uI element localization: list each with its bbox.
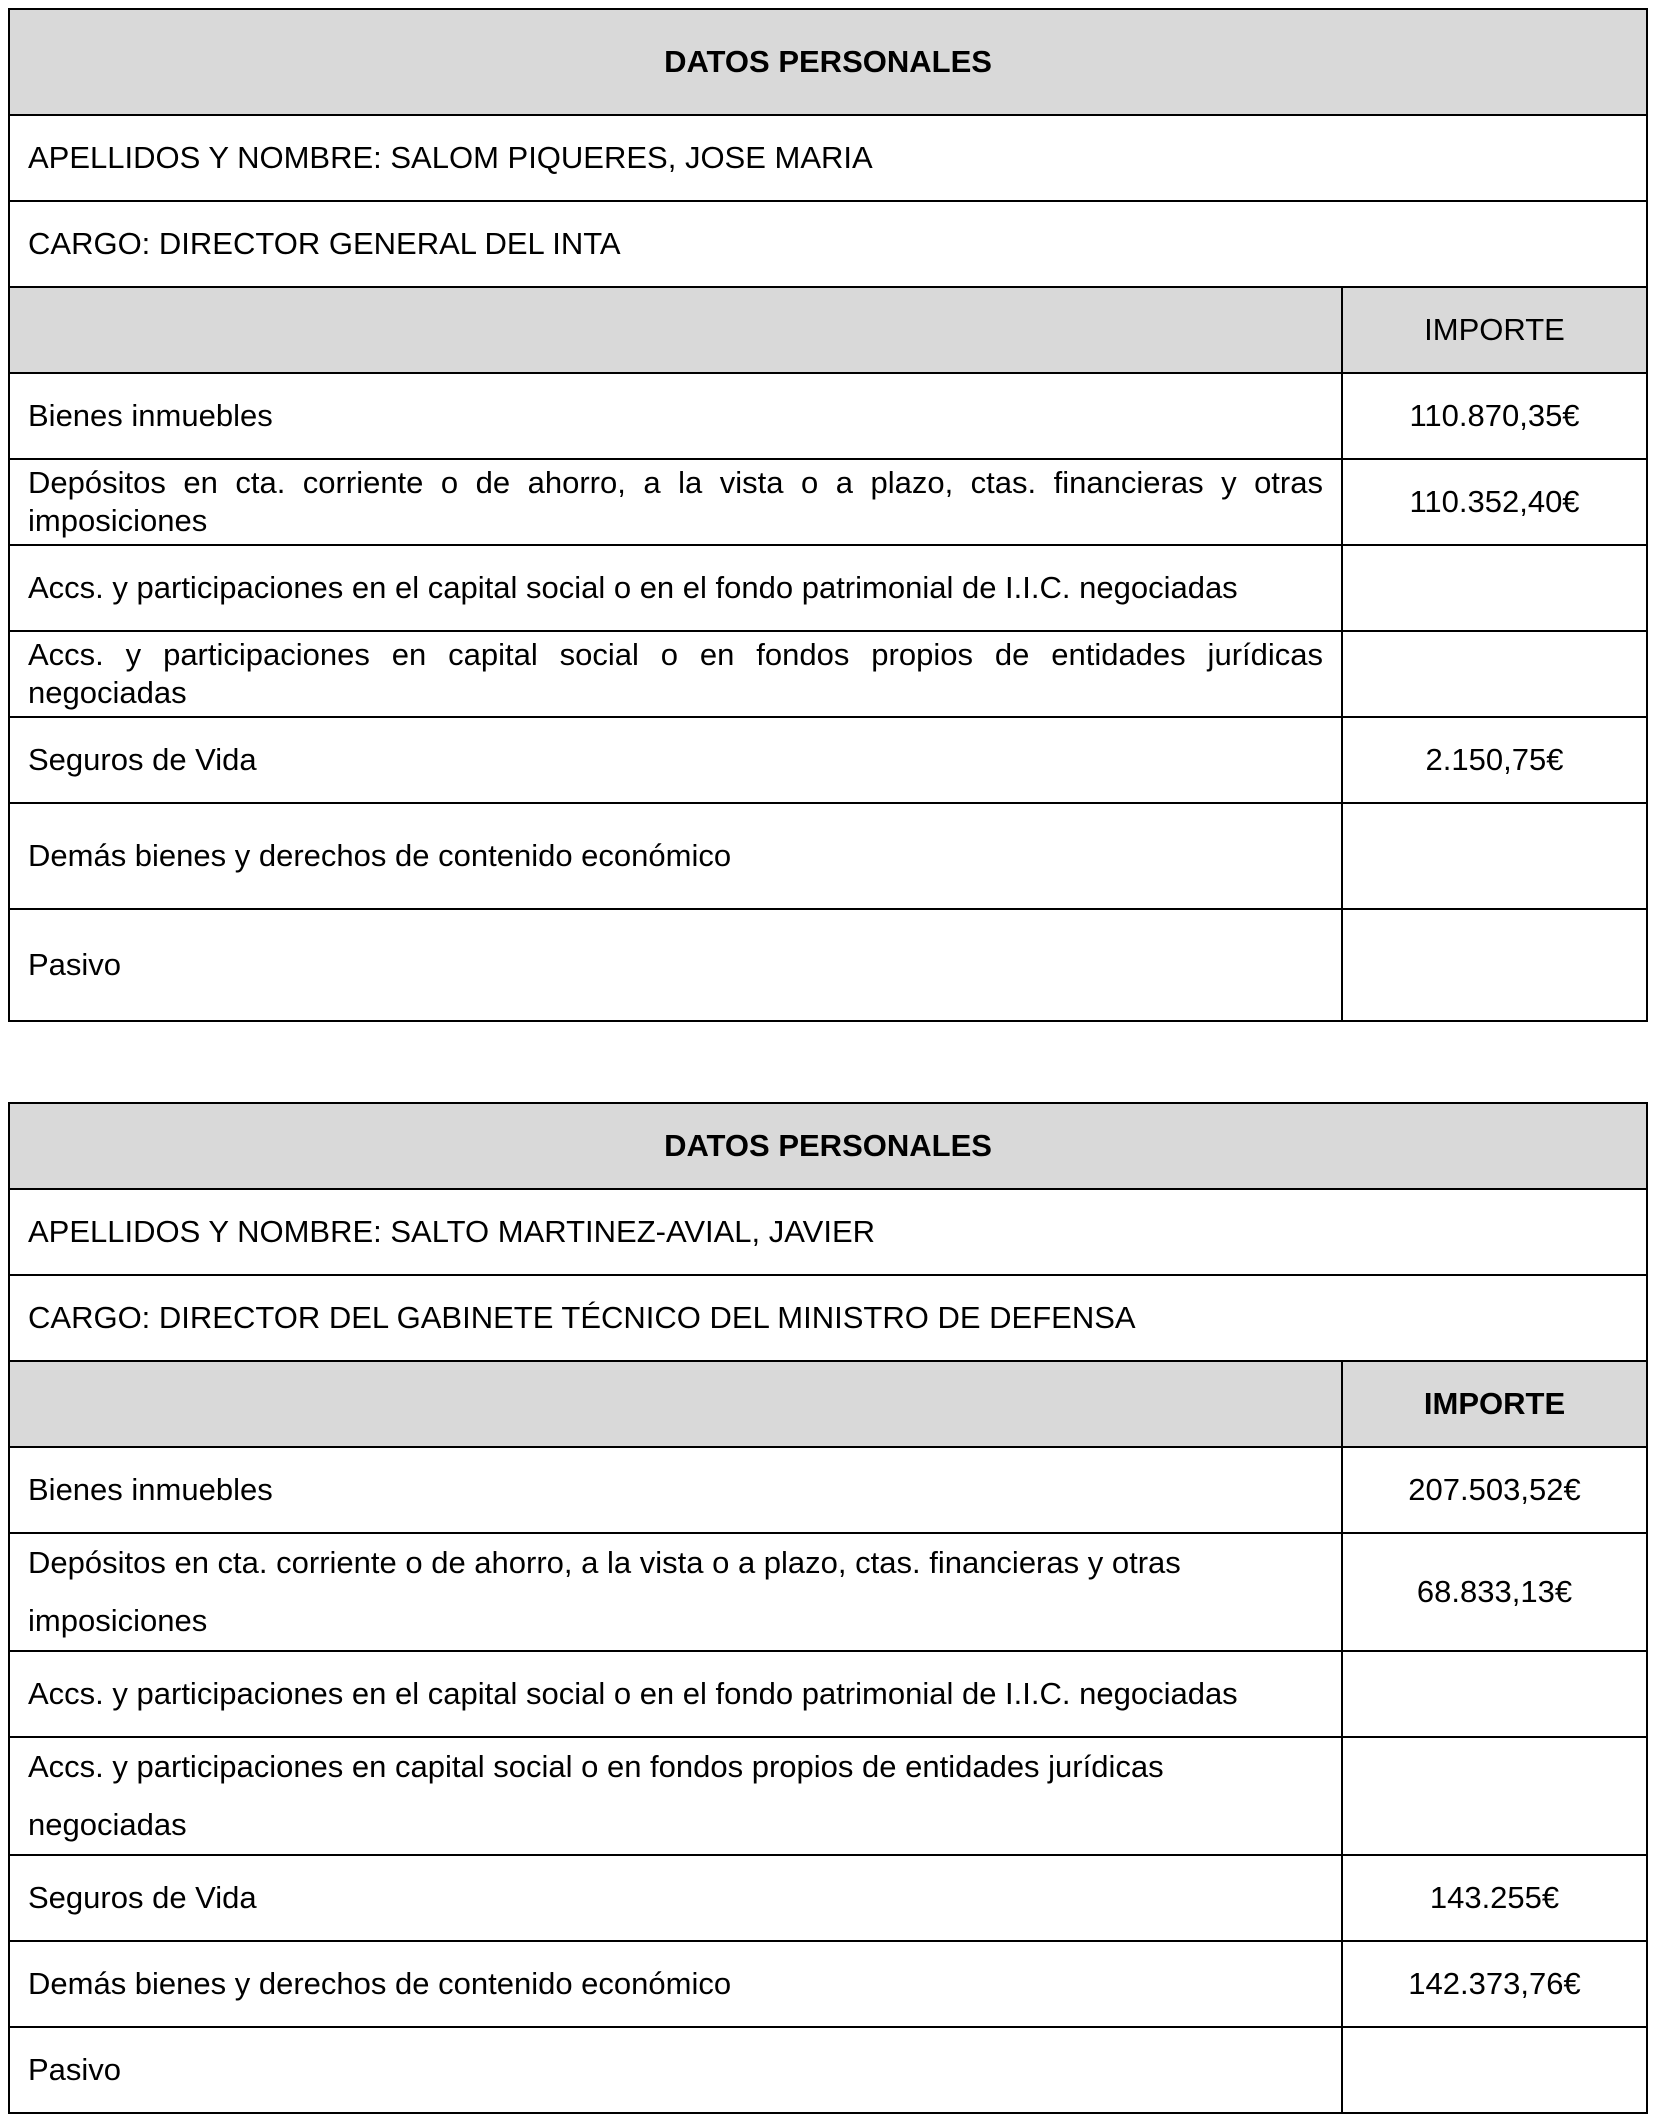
row-label: Demás bienes y derechos de contenido económico [9,803,1342,909]
table-row [9,803,1647,909]
row-label: Bienes inmuebles [9,1447,1342,1533]
section-title: DATOS PERSONALES [9,1103,1647,1189]
name-line: APELLIDOS Y NOMBRE: SALTO MARTINEZ-AVIAL, JAVIER [9,1189,1647,1275]
row-label: Depósitos en cta. corriente o de ahorro, a la vista o a plazo, ctas. financieras y otras imposiciones [9,459,1342,545]
table-row [9,2027,1647,2113]
row-amount [1342,1737,1647,1855]
row-label: Depósitos en cta. corriente o de ahorro, a la vista o a plazo, ctas. financieras y otras imposiciones [9,1533,1342,1651]
declaration-table-2 [8,1102,1648,2114]
table-row [9,1737,1647,1855]
row-label: Accs. y participaciones en capital social o en fondos propios de entidades jurídicas negociadas [9,1737,1342,1855]
table-row [9,1533,1647,1651]
amount-header: IMPORTE [1342,1361,1647,1447]
table-row [9,1651,1647,1737]
row-label: Pasivo [9,909,1342,1021]
row-label: Seguros de Vida [9,717,1342,803]
row-label: Seguros de Vida [9,1855,1342,1941]
amount-header: IMPORTE [1342,287,1647,373]
row-label: Demás bienes y derechos de contenido económico [9,1941,1342,2027]
row-amount: 68.833,13€ [1342,1533,1647,1651]
header-blank-cell [9,1361,1342,1447]
table-row [9,459,1647,545]
row-amount [1342,631,1647,717]
row-amount [1342,803,1647,909]
cargo-line: CARGO: DIRECTOR DEL GABINETE TÉCNICO DEL MINISTRO DE DEFENSA [9,1275,1647,1361]
table-row [9,909,1647,1021]
row-amount [1342,1651,1647,1737]
row-amount [1342,909,1647,1021]
row-amount: 110.870,35€ [1342,373,1647,459]
header-blank-cell [9,287,1342,373]
row-amount: 2.150,75€ [1342,717,1647,803]
table-row [9,373,1647,459]
row-amount: 207.503,52€ [1342,1447,1647,1533]
row-amount: 142.373,76€ [1342,1941,1647,2027]
table-row [9,1855,1647,1941]
row-label: Accs. y participaciones en el capital social o en el fondo patrimonial de I.I.C. negociadas [9,545,1342,631]
row-label: Accs. y participaciones en el capital social o en el fondo patrimonial de I.I.C. negociadas [9,1651,1342,1737]
row-label: Accs. y participaciones en capital social o en fondos propios de entidades jurídicas negociadas [9,631,1342,717]
table-row [9,631,1647,717]
row-amount: 110.352,40€ [1342,459,1647,545]
row-amount [1342,545,1647,631]
table-row [9,1941,1647,2027]
table-row [9,545,1647,631]
declaration-table-1 [8,8,1648,1022]
name-line: APELLIDOS Y NOMBRE: SALOM PIQUERES, JOSE MARIA [9,115,1647,201]
row-amount [1342,2027,1647,2113]
section-title: DATOS PERSONALES [9,9,1647,115]
row-amount: 143.255€ [1342,1855,1647,1941]
table-row [9,1447,1647,1533]
row-label: Pasivo [9,2027,1342,2113]
cargo-line: CARGO: DIRECTOR GENERAL DEL INTA [9,201,1647,287]
row-label: Bienes inmuebles [9,373,1342,459]
table-row [9,717,1647,803]
